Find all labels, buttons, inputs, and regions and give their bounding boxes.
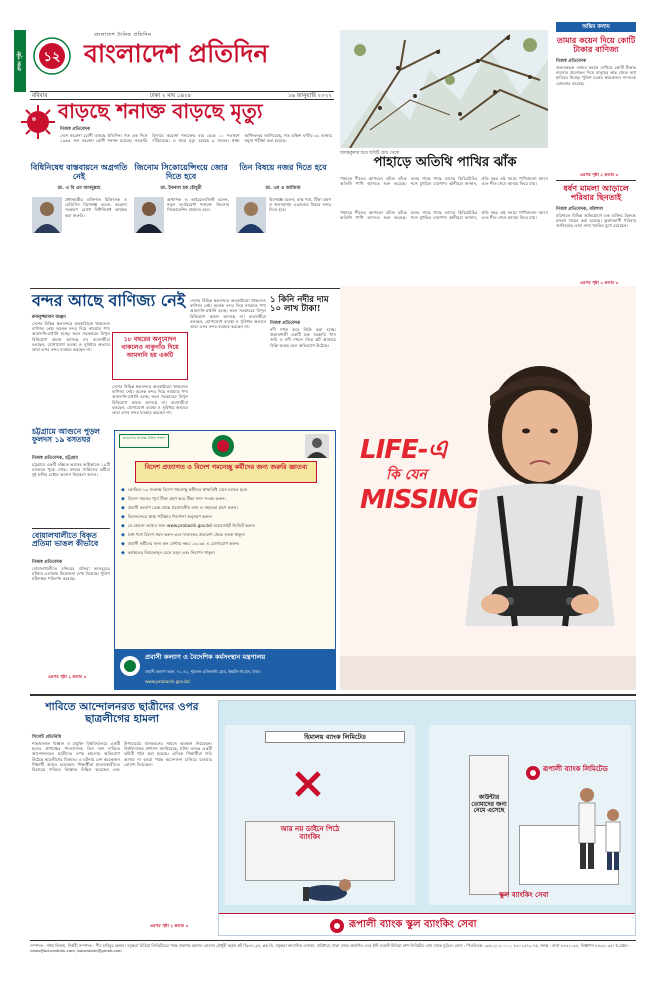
lead-byline: নিজস্ব প্রতিবেদক <box>60 127 91 132</box>
svg-text:১২: ১২ <box>43 50 61 65</box>
bird-story-headline: পাহাড়ে অতিথি পাখির ঝাঁক <box>373 155 517 170</box>
photo-credit: জয়ন্তকুমার শুভ্র ছবিটি গ্রাম থেকে <box>340 151 400 156</box>
ad-item-text: যে কোনো তথ্যের জন্য www.probashi.gov.bd ওয়েবসাইট ভিজিট করুন। <box>127 523 256 528</box>
idol-continued: এরপর পৃষ্ঠা ২ কলাম ৩ <box>48 674 87 679</box>
section-divider-2 <box>30 694 636 696</box>
story2-body: বরিশালে বিভিন্ন অভিযোগে এক ব্যক্তির বিরুদ্ধে মামলা দায়ের করা হয়েছে। ভুক্তভোগী পরিবার জানিয়েছে তারা নানা হুমকির মুখে রয়েছেন। <box>556 213 636 229</box>
ad-item <box>121 514 331 520</box>
shabi-continued: এরপর পৃষ্ঠা ২ কলাম ৩ <box>150 923 189 928</box>
bullet-icon: ◆ <box>121 487 125 493</box>
gov-ad-items <box>121 487 331 559</box>
story1-byline: নিজস্ব প্রতিবেদক <box>556 59 587 64</box>
ministry-logo-icon <box>119 655 141 677</box>
bank1-sign: আর নয় ডাইনে পিঠে ব্যাংকিং <box>280 824 340 841</box>
left-divider <box>32 528 110 529</box>
ad-item-text: বৈধ পথে বিদেশ গমন করুন এবং দালালের প্রতারণা থেকে সতর্ক থাকুন। <box>127 532 246 537</box>
gov-ad <box>114 430 336 690</box>
gov-ad-footer <box>115 649 335 690</box>
bank1-name: হিমালয় ব্যাংক লিমিটেড <box>265 731 405 743</box>
booth-right <box>429 725 631 905</box>
story1-headline: তামার কয়েন দিয়ে কোটি টাকার বাণিজ্য <box>556 35 636 54</box>
idol-byline: নিজস্ব প্রতিবেদক <box>32 560 63 565</box>
expert-headline: তিন বিষয়ে নজর দিতে হবে <box>239 162 327 172</box>
port-body: দেশের বিভিন্ন স্থলবন্দরে অবকাঠামো থাকলেও বাণিজ্য নেই। অনেক বন্দর দিয়ে নামমাত্র পণ্য আমদানি-রপ্তানি হচ্ছে। ফলে সরকারের বিপুল বিনিয়োগ কাজে আসছে না। ব্যবসায়ীরা বলছেন, যোগাযোগ ব্যবস্থা ও সুবিধার অভাবে তারা এসব বন্দর ব্যবহার করছেন না। <box>32 321 110 353</box>
bullet-icon: ◆ <box>121 496 125 502</box>
ad-item-text: প্রবাসী কল্যাণ ডেস্ক থেকে প্রয়োজনীয় তথ্য ও সহায়তা গ্রহণ করুন। <box>127 505 238 510</box>
gov-ad-header: প্রচারণায় সর্বোচ্চ বিধান সংসদ <box>119 434 169 448</box>
story2-continued: এরপর পৃষ্ঠা ২ কলাম ৩ <box>580 280 619 285</box>
river-headline: ১ কিনি নদীর দাম ১০ লাখ টাকা! <box>270 295 329 315</box>
expert-headline: জিনোম সিকোয়েন্সিংয়ে জোর দিতে হবে <box>134 162 228 181</box>
ministry-address: প্রবাসী কল্যাণ ভবন, ৭১-৭২, পুরাতন এলিফ্যান্ট রোড, ইস্কাটন গার্ডেন, ঢাকা। <box>145 669 261 674</box>
expert-name: ডা. এ বি এম আবদুল্লাহ <box>57 186 101 191</box>
pull-quote-text: ১৮ বছরের অনুমোদন থাকলেও নাকুগাঁও দিয়ে আমদানি হয় একটি <box>121 336 179 359</box>
ministry-web[interactable]: www.probashi.gov.bd <box>145 679 190 684</box>
bank-ad-footer <box>219 913 636 936</box>
expert-panel <box>30 163 128 285</box>
ad-item-text: প্রবাসী কর্মীদের জন্য কল সেন্টার নম্বর ১৬১৩৫ এ যোগাযোগ করুন। <box>127 541 240 546</box>
ad-line-3: MISSING <box>360 485 478 515</box>
bullet-icon: ◆ <box>121 532 125 538</box>
ad-item <box>121 496 331 502</box>
bank2-logo-icon <box>525 765 541 781</box>
bird-photo <box>340 30 548 148</box>
students-illustration <box>569 765 629 875</box>
story2-headline: ধর্ষণ মামলা আড়ালে পরিবার ছিনতাই <box>563 183 629 202</box>
ad-line-1: LIFE-এ <box>360 435 447 465</box>
right-column-tag: অন্তিম কলাম <box>556 22 636 32</box>
story1-body: প্রতারকচক্র তামার কয়েন দেখিয়ে কোটি টাকার ব্যবসার প্রলোভন দিয়ে মানুষের কাছ থেকে অর্থ হাতিয়ে নিচ্ছে। পুলিশ চক্রের কয়েকজন সদস্যকে গ্রেফতার করেছে। <box>556 65 636 86</box>
gov-ad-title: বিদেশ প্রত্যাগত ও বিদেশ গমনেচ্ছু কর্মীদের জন্য জরুরি জ্ঞাতব্য <box>135 461 317 483</box>
avatar <box>32 197 62 233</box>
ad-item-text: কর্মস্থলের নিয়মকানুন মেনে চলুন এবং নিরাপদ থাকুন। <box>127 550 216 555</box>
imprint-rule <box>30 940 636 941</box>
gov-emblem-icon <box>211 434 235 458</box>
ad-item <box>121 532 331 538</box>
day: রবিবার <box>32 93 48 99</box>
expert-name: ডা. এম এ আজিজ <box>265 186 301 191</box>
avatar <box>134 197 164 233</box>
expert-headline: বিধিনিষেধ বাস্তবায়নে অগ্রগতি নেই <box>30 162 128 181</box>
counter-pillar <box>469 755 509 895</box>
shabi-byline: সিলেট প্রতিনিধি <box>32 735 62 740</box>
right-col-divider <box>556 180 636 181</box>
expert-panel <box>234 163 332 285</box>
lead-body: দেশে করোনা রোগী বাড়ছে প্রতিদিন। গত এক দিনে ১৯৬৫ জন করোনা রোগী শনাক্ত হয়েছে। সরকারি হিসাবে করোনা শনাক্তের হার বেড়ে ১০ শতাংশে দাঁড়িয়েছে। এ সময় মৃত্যু হয়েছে ৯ জনের। স্বাস্থ্য অধিদফতর জানিয়েছে, গত চব্বিশ ঘণ্টায় ৩২ হাজার নমুনা পরীক্ষা করা হয়েছে। <box>60 133 332 144</box>
ctg-byline: নিজস্ব প্রতিবেদক, চট্টগ্রাম <box>32 456 78 461</box>
ad-item-text: বিদেশ গমনের পূর্বে টিকা গ্রহণ করে টিকা সনদ সংগ্রহ করুন। <box>127 496 226 501</box>
booth-left <box>225 725 415 905</box>
bird-story-body-2: পাহাড়ে শীতের আগমনে ঝাঁকে ঝাঁকে অতিথি পাখি আসতে শুরু করেছে। বনের গাছে গাছে তাদের কিচিরমিচির শব্দে মুখরিত চারপাশ। স্থানীয়রা জানান, প্রতি বছর এই সময়ে পাখিগুলো আসে এবং শীত শেষে আবার ফিরে যায়। <box>340 210 548 221</box>
shabi-headline: শাবিতে আন্দোলনরত ছাত্রীদের ওপর ছাত্রলীগের হামলা <box>45 701 199 725</box>
bullet-icon: ◆ <box>121 523 125 529</box>
bullet-icon: ◆ <box>121 514 125 520</box>
ad-item <box>121 550 331 556</box>
side-tab: প্রথম পৃষ্ঠা <box>14 30 26 92</box>
bank2-sign: কাউন্টার তোমাদের জন্য নেমে এসেছে <box>471 794 507 815</box>
bank2-name: রূপালী ব্যাংক লিমিটেড <box>543 764 608 773</box>
imprint: সম্পাদক : নঈম নিজাম, নির্বাহী সম্পাদক : পীর হাবিবুর রহমান। বসুন্ধরা মিডিয়া লিমিটেডের পক্ষে প্রকাশক ময়নাল হোসেন চৌধুরী কর্তৃক প্লট সি/৩৭১/এ, ব্লক ডি, বসুন্ধরা আবাসিক এলাকা, বারিধারা, ঢাকা থেকে প্রকাশিত এবং ইস্ট ওয়েস্ট মিডিয়া গ্রুপ লিমিটেড প্রেস থেকে মুদ্রিত। ফোন : পিএবিএক্স ০৯৬১২১২০০০০, ৮৪০২৩৭২-৭৫, ফ্যাক্স : বার্তা ৮৪৩২০৯৪, বিজ্ঞাপন ৮৪৩২০৯৫। ই-মেইল : news@bd-pratidin.com, bdpratidin@gmail.com <box>30 943 631 953</box>
idol-body: বোয়ালখালীতে মন্দিরের প্রতিমা ভাঙচুরের ঘটনায় এলাকায় উত্তেজনা দেখা দিয়েছে। পুলিশ ঘটনাস্থল পরিদর্শন করেছে। <box>32 566 110 582</box>
ad-item-text: কোভিড-১৯ সংক্রান্ত বিদেশ গমনেচ্ছু কর্মীদের স্বাস্থ্যবিধি মেনে চলতে হবে। <box>127 487 248 492</box>
bank-footer-text: রূপালী ব্যাংক স্কুল ব্যাংকিং সেবা <box>349 919 477 930</box>
port-headline: বন্দর আছে বাণিজ্য নেই <box>32 291 186 310</box>
expert-name: ডা. ইকবাল হক চৌধুরী <box>160 186 202 191</box>
expert-panel <box>132 163 230 285</box>
ad-item <box>121 487 331 493</box>
story2-byline: নিজস্ব প্রতিবেদক, বরিশাল <box>556 207 604 212</box>
expert-text: অধ্যাপক ও ভাইরোলজিস্ট বলেন, নতুন ভ্যারিয়েন্ট শনাক্তে জিনোম সিকোয়েন্সিং বাড়াতে হবে। <box>167 197 229 213</box>
story1-continued: এরপর পৃষ্ঠা ২ কলাম ৩ <box>580 172 619 177</box>
date-en: ১৬ জানুয়ারি ২০২২ <box>287 93 332 99</box>
ad-item <box>121 523 331 529</box>
bullet-icon: ◆ <box>121 541 125 547</box>
river-byline: নিজস্ব প্রতিবেদক <box>270 321 301 326</box>
bullet-icon: ◆ <box>121 505 125 511</box>
ctg-headline: চট্টগ্রামে আগুনে পুড়ল ফুলদস ১৯ বসতঘর <box>32 427 100 445</box>
bird-story-body: পাহাড়ে শীতের আগমনে ঝাঁকে ঝাঁকে অতিথি পাখি আসতে শুরু করেছে। বনের গাছে গাছে তাদের কিচিরমিচির শব্দে মুখরিত চারপাশ। স্থানীয়রা জানান, প্রতি বছর এই সময়ে পাখিগুলো আসে এবং শীত শেষে আবার ফিরে যায়। <box>340 176 548 187</box>
ad-line-2: কি যেন <box>386 467 427 483</box>
shabi-body: শাহজালাল বিজ্ঞান ও প্রযুক্তি বিশ্ববিদ্যালয়ে একটি হলের প্রাধ্যক্ষের পদত্যাগসহ তিন দফা দাবিতে আন্দোলনরত ছাত্রীদের ওপর হামলার অভিযোগ উঠেছে ছাত্রলীগের বিরুদ্ধে। এ ঘটনায় বেশ কয়েকজন শিক্ষার্থী আহত হয়েছেন। শিক্ষার্থীরা হামলাকারীদের বিচারের দাবিতে বিক্ষোভ মিছিল করেছেন এবং উপাচার্যের বাসভবনের সামনে অবস্থান নিয়েছেন। বিশ্ববিদ্যালয় প্রশাসন জানিয়েছে, ঘটনা তদন্তে একটি কমিটি গঠন করা হয়েছে। এদিকে শিক্ষার্থীরা দাবি আদায় না হওয়া পর্যন্ত আন্দোলন চালিয়ে যাওয়ার ঘোষণা দিয়েছেন। <box>32 741 212 773</box>
anniversary-logo <box>32 36 72 76</box>
ad-item-text: বিমানবন্দরে স্বাস্থ্য পরীক্ষার নির্দেশনা অনুসরণ করুন। <box>127 514 213 519</box>
lead-headline: বাড়ছে শনাক্ত বাড়ছে মৃত্যু <box>58 99 263 123</box>
river-body: নদী দখল করে বিক্রি করা হচ্ছে। প্রভাবশালী একটি চক্র সরকারি খাস জমি ও নদী দখলে নিয়ে প্লট আকারে বিক্রি করছে বলে অভিযোগ উঠেছে। <box>270 327 336 348</box>
city-date: ঢাকা ২ মাঘ ১৪২৮ <box>150 93 192 99</box>
life-missing-ad <box>340 286 636 690</box>
portrait-icon <box>305 434 329 458</box>
ad-item <box>121 541 331 547</box>
virus-icon <box>18 102 58 142</box>
ministry-name: প্রবাসী কল্যাণ ও বৈদেশিক কর্মসংস্থান মন্ত্রণালয় <box>145 653 266 661</box>
crawling-kid-illustration <box>295 865 355 905</box>
school-banking-label: স্কুল ব্যাংকিং সেবা <box>499 890 549 899</box>
ad-item <box>121 505 331 511</box>
idol-headline: বোয়ালখালীতে বিকৃত প্রতিমা ভাঙল কীভাবে <box>32 531 99 549</box>
footer-logo-icon <box>329 918 345 934</box>
port-body-3: দেশের বিভিন্ন স্থলবন্দরে অবকাঠামো থাকলেও বাণিজ্য নেই। অনেক বন্দর দিয়ে নামমাত্র পণ্য আমদানি-রপ্তানি হচ্ছে। ফলে সরকারের বিপুল বিনিয়োগ কাজে আসছে না। ব্যবসায়ীরা বলছেন, যোগাযোগ ব্যবস্থা ও সুবিধার অভাবে তারা এসব বন্দর ব্যবহার করছেন না। <box>190 298 266 330</box>
paper-title: বাংলাদেশ প্রতিদিন <box>84 39 269 68</box>
ctg-body: চট্টগ্রামে একটি বস্তিতে ভয়াবহ অগ্নিকাণ্ডে ১৯টি বসতঘর পুড়ে গেছে। ফায়ার সার্ভিসের কর্মীরা দুই ঘণ্টার চেষ্টায় আগুন নিয়ন্ত্রণে আনে। <box>32 462 110 478</box>
masthead <box>14 30 334 92</box>
port-byline: রুকনুজ্জামান অঞ্জন <box>32 315 66 320</box>
cross-icon <box>293 769 323 799</box>
avatar <box>236 197 266 233</box>
port-pull-quote <box>112 332 188 380</box>
port-body-2: দেশের বিভিন্ন স্থলবন্দরে অবকাঠামো থাকলেও বাণিজ্য নেই। অনেক বন্দর দিয়ে নামমাত্র পণ্য আমদানি-রপ্তানি হচ্ছে। ফলে সরকারের বিপুল বিনিয়োগ কাজে আসছে না। ব্যবসায়ীরা বলছেন, যোগাযোগ ব্যবস্থা ও সুবিধার অভাবে তারা এসব বন্দর ব্যবহার করছেন না। <box>112 384 188 416</box>
expert-text: প্রধানমন্ত্রীর ব্যক্তিগত চিকিৎসক ও মেডিসিন বিশেষজ্ঞ বলেন, করোনা সংক্রমণ রোধে বিধিনিষেধ কার্যকর করা জরুরি। <box>65 197 127 218</box>
expert-text: বিশেষজ্ঞ বলেন, মাস্ক পরা, টিকা গ্রহণ ও জনসমাগম এড়ানোর বিষয়ে নজর দিতে হবে। <box>269 197 331 213</box>
bullet-icon: ◆ <box>121 550 125 556</box>
bank-ad <box>218 700 636 936</box>
tagline: বাংলাদেশ দৈনিক প্রতিদিন <box>94 32 152 38</box>
experts-row <box>30 163 332 285</box>
